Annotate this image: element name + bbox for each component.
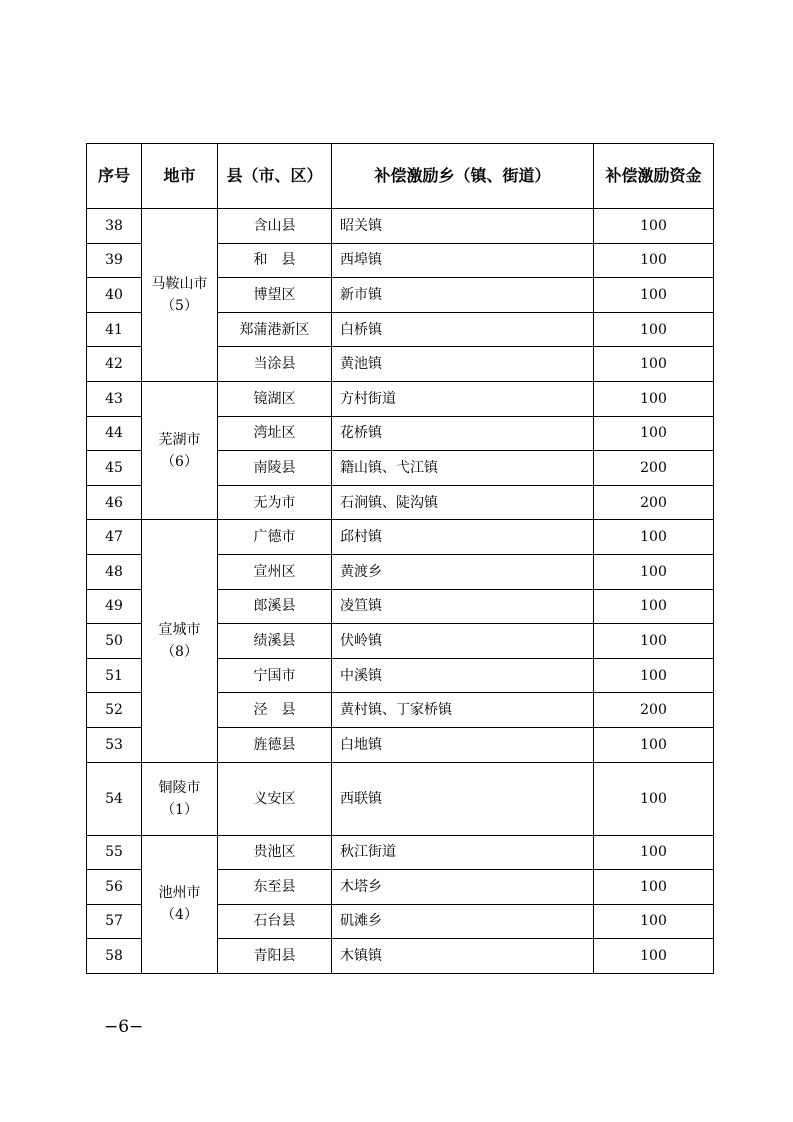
county-cell: 郑蒲港新区	[218, 312, 332, 347]
city-name: 铜陵市	[158, 779, 201, 796]
header-row	[87, 144, 714, 209]
county-cell: 义安区	[218, 762, 332, 835]
town-cell: 西埠镇	[332, 243, 594, 278]
town-cell: 木镇镇	[332, 939, 594, 974]
town-cell: 西联镇	[332, 762, 594, 835]
city-count: （6）	[161, 453, 198, 470]
serial-cell: 58	[87, 939, 142, 974]
city-count: （4）	[161, 907, 198, 924]
town-cell: 白桥镇	[332, 312, 594, 347]
city-cell	[142, 762, 218, 835]
county-cell: 湾址区	[218, 416, 332, 451]
city-name: 芜湖市	[158, 431, 201, 448]
header-town: 补偿激励乡（镇、街道）	[332, 144, 594, 209]
fund-cell: 100	[594, 209, 714, 244]
city-name: 马鞍山市	[151, 275, 208, 292]
town-cell: 黄池镇	[332, 347, 594, 382]
table-row	[87, 381, 714, 416]
city-name: 宣城市	[158, 621, 201, 638]
city-cell	[142, 209, 218, 382]
header-fund: 补偿激励资金	[594, 144, 714, 209]
table-row	[87, 762, 714, 835]
fund-cell: 100	[594, 243, 714, 278]
table-header	[87, 144, 714, 209]
fund-cell: 100	[594, 416, 714, 451]
county-cell: 宁国市	[218, 658, 332, 693]
town-cell: 黄村镇、丁家桥镇	[332, 693, 594, 728]
town-cell: 方村街道	[332, 381, 594, 416]
city-cell	[142, 520, 218, 762]
page-number: −6−	[104, 1017, 144, 1037]
serial-cell: 55	[87, 835, 142, 870]
fund-cell: 100	[594, 554, 714, 589]
town-cell: 籍山镇、弋江镇	[332, 451, 594, 486]
header-county: 县（市、区）	[218, 144, 332, 209]
table-row	[87, 209, 714, 244]
town-cell: 新市镇	[332, 278, 594, 313]
serial-cell: 47	[87, 520, 142, 555]
town-cell: 花桥镇	[332, 416, 594, 451]
town-cell: 木塔乡	[332, 870, 594, 905]
county-cell: 博望区	[218, 278, 332, 313]
county-cell: 南陵县	[218, 451, 332, 486]
serial-cell: 43	[87, 381, 142, 416]
serial-cell: 51	[87, 658, 142, 693]
town-cell: 伏岭镇	[332, 624, 594, 659]
serial-cell: 56	[87, 870, 142, 905]
town-cell: 白地镇	[332, 727, 594, 762]
fund-cell: 100	[594, 312, 714, 347]
fund-cell: 100	[594, 870, 714, 905]
county-cell: 青阳县	[218, 939, 332, 974]
county-cell: 旌德县	[218, 727, 332, 762]
town-cell: 石涧镇、陡沟镇	[332, 485, 594, 520]
serial-cell: 40	[87, 278, 142, 313]
county-cell: 贵池区	[218, 835, 332, 870]
table-row	[87, 835, 714, 870]
town-cell: 矶滩乡	[332, 904, 594, 939]
county-cell: 郎溪县	[218, 589, 332, 624]
fund-cell: 200	[594, 485, 714, 520]
serial-cell: 38	[87, 209, 142, 244]
fund-cell: 200	[594, 693, 714, 728]
town-cell: 中溪镇	[332, 658, 594, 693]
city-name: 池州市	[158, 885, 201, 902]
serial-cell: 44	[87, 416, 142, 451]
town-cell: 黄渡乡	[332, 554, 594, 589]
serial-cell: 57	[87, 904, 142, 939]
county-cell: 镜湖区	[218, 381, 332, 416]
fund-cell: 100	[594, 904, 714, 939]
fund-cell: 100	[594, 278, 714, 313]
county-cell: 含山县	[218, 209, 332, 244]
serial-cell: 42	[87, 347, 142, 382]
fund-cell: 100	[594, 520, 714, 555]
serial-cell: 46	[87, 485, 142, 520]
city-cell	[142, 381, 218, 519]
header-serial: 序号	[87, 144, 142, 209]
serial-cell: 45	[87, 451, 142, 486]
serial-cell: 48	[87, 554, 142, 589]
county-cell: 泾 县	[218, 693, 332, 728]
fund-cell: 100	[594, 762, 714, 835]
table-body	[87, 209, 714, 974]
county-cell: 石台县	[218, 904, 332, 939]
city-count: （8）	[161, 643, 198, 660]
serial-cell: 54	[87, 762, 142, 835]
county-cell: 和 县	[218, 243, 332, 278]
city-count: （1）	[161, 801, 198, 818]
serial-cell: 50	[87, 624, 142, 659]
compensation-table	[86, 143, 714, 974]
town-cell: 凌笪镇	[332, 589, 594, 624]
city-cell	[142, 835, 218, 973]
fund-cell: 100	[594, 835, 714, 870]
county-cell: 绩溪县	[218, 624, 332, 659]
fund-cell: 100	[594, 589, 714, 624]
fund-cell: 100	[594, 624, 714, 659]
fund-cell: 200	[594, 451, 714, 486]
serial-cell: 39	[87, 243, 142, 278]
county-cell: 宣州区	[218, 554, 332, 589]
table-row	[87, 520, 714, 555]
fund-cell: 100	[594, 658, 714, 693]
fund-cell: 100	[594, 381, 714, 416]
serial-cell: 41	[87, 312, 142, 347]
serial-cell: 49	[87, 589, 142, 624]
city-count: （5）	[161, 297, 198, 314]
fund-cell: 100	[594, 939, 714, 974]
header-city: 地市	[142, 144, 218, 209]
county-cell: 东至县	[218, 870, 332, 905]
county-cell: 广德市	[218, 520, 332, 555]
county-cell: 当涂县	[218, 347, 332, 382]
serial-cell: 52	[87, 693, 142, 728]
fund-cell: 100	[594, 727, 714, 762]
fund-cell: 100	[594, 347, 714, 382]
serial-cell: 53	[87, 727, 142, 762]
town-cell: 秋江街道	[332, 835, 594, 870]
town-cell: 昭关镇	[332, 209, 594, 244]
county-cell: 无为市	[218, 485, 332, 520]
town-cell: 邱村镇	[332, 520, 594, 555]
